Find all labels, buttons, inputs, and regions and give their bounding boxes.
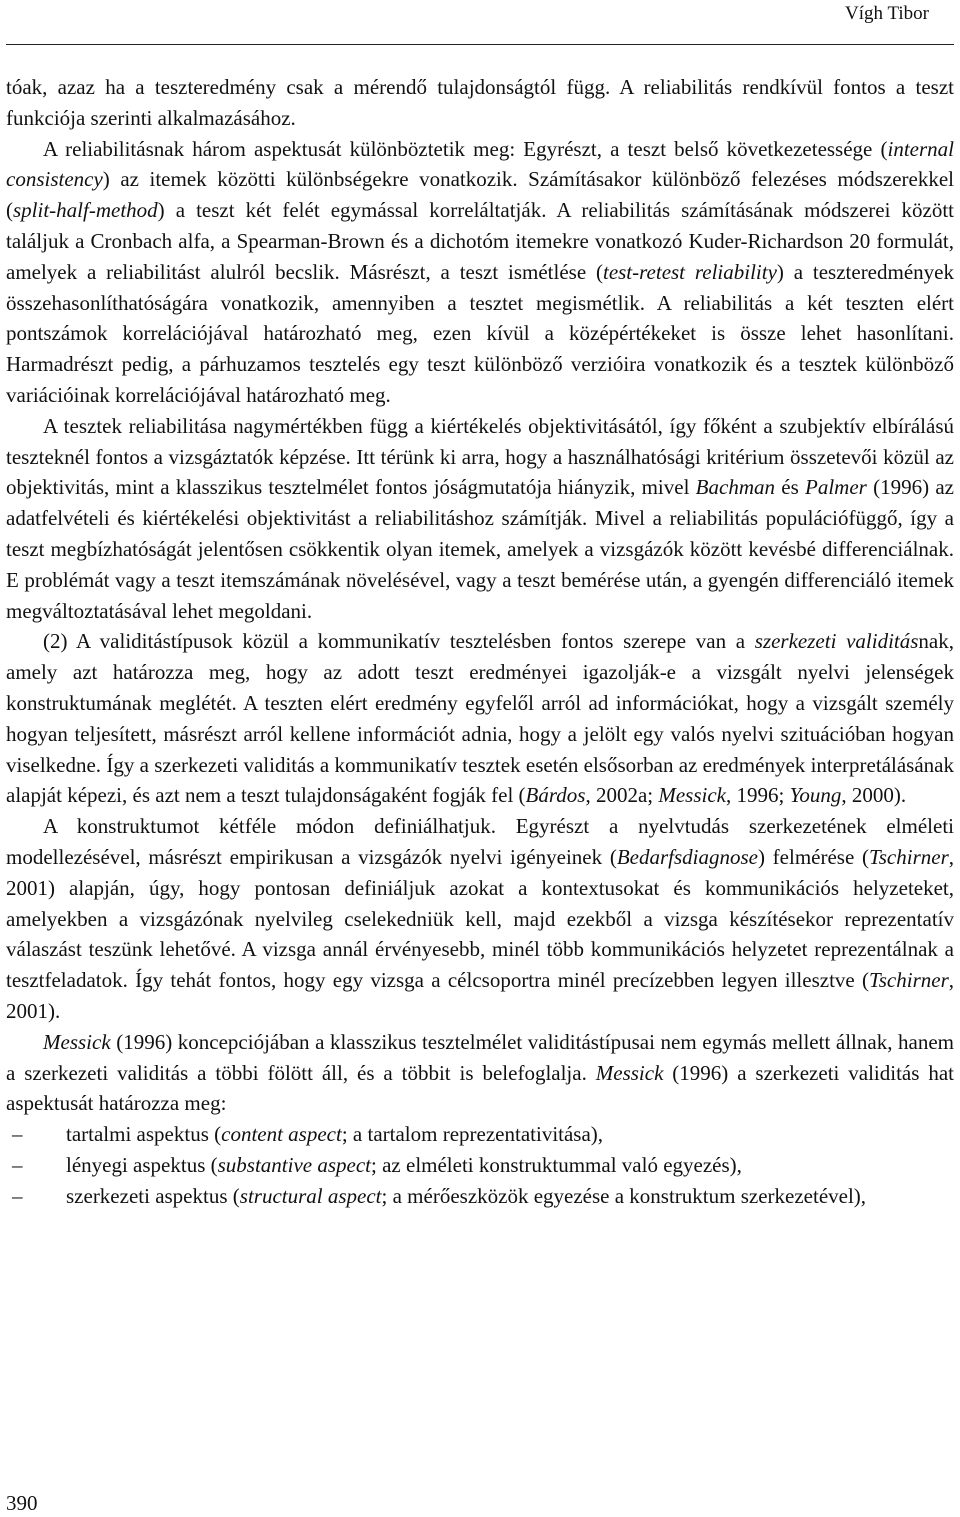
- italic-text: szerkezeti validitás: [754, 629, 919, 654]
- text-run: tartalmi aspektus (: [66, 1122, 222, 1147]
- text-run: A konstruktumot kétféle módon definiálhatjuk. Egyrészt a nyelvtudás szerkezetének elméleti modellezésével, másrészt empirikusan a vizsgázók nyelvi igényeinek (: [6, 814, 954, 869]
- paragraph: [6, 811, 954, 1027]
- text-run: , 2002a;: [585, 783, 659, 808]
- text-run: , 2001) alapján, úgy, hogy pontosan definiáljuk azokat a kontextusokat és kommunikációs helyzeteket, amelyekben a vizsgázónak nyelvileg cselekedniük kell, majd ezekből a vizsga készítésekor reprezentatív válaszást teszünk lehetővé. A vizsga annál érvényesebb, minél több kommunikációs helyzetet reprezentálnak a tesztfeladatok. Így tehát fontos, hogy egy vizsga a célcsoportra minél precízebben legyen illesztve (: [6, 844, 954, 993]
- running-header: Vígh Tibor: [845, 3, 929, 24]
- text-run: ) felmérése (: [757, 844, 869, 869]
- italic-text: Young: [789, 783, 842, 808]
- list-item: [6, 1181, 954, 1212]
- text-run: ) az itemek közötti különbségekre vonatkozik. Számításakor különböző felezéses módszerekkel (: [6, 167, 954, 223]
- text-run: szerkezeti aspektus (: [66, 1183, 240, 1208]
- text-run: és: [775, 475, 806, 500]
- text-run: ) a teszteredmények összehasonlíthatóságára vonatkozik, amennyiben a tesztet megismétlik. A reliabilitás a két teszten elért pontszámok korrelációjával határozható meg, ezen kívül a középértékeket is össze lehet hasonlítani. Harmadrészt pedig, a párhuzamos tesztelés egy teszt különböző verzióira vonatkozik és a tesztek különböző variációinak korrelációjával határozható meg.: [6, 259, 954, 407]
- header-rule: [6, 44, 954, 45]
- paragraph: [6, 72, 954, 134]
- dash-bullet: –: [12, 1152, 23, 1177]
- text-run: , 2000).: [841, 783, 907, 808]
- list-item-text: [66, 1153, 742, 1177]
- text-run: tóak, azaz ha a teszteredmény csak a mérendő tulajdonságtól függ. A reliabilitás rendkívül fontos a teszt funkciója szerinti alkalmazásához.: [6, 75, 954, 130]
- italic-text: internal consistency: [6, 136, 954, 192]
- italic-text: Tschirner: [869, 968, 949, 993]
- italic-text: Tschirner: [869, 844, 949, 869]
- page-number: 390: [6, 1491, 38, 1515]
- text-run: , 2001).: [6, 968, 954, 1023]
- italic-text: substantive aspect: [217, 1152, 372, 1177]
- list-item: [6, 1119, 954, 1150]
- dash-bullet: –: [12, 1122, 23, 1147]
- list-item: [6, 1150, 954, 1181]
- paragraph: [6, 626, 954, 811]
- italic-text: structural aspect: [239, 1183, 382, 1208]
- list-item-text: [66, 1184, 866, 1208]
- text-run: (1996) a szerkezeti validitás hat aspektusát határozza meg:: [6, 1060, 954, 1116]
- list-item-text: [66, 1122, 603, 1146]
- body-text: [6, 72, 954, 1211]
- italic-text: test-retest reliability: [602, 259, 777, 284]
- italic-text: Bárdos: [525, 783, 586, 808]
- text-run: (1996) koncepciójában a klasszikus tesztelmélet validitástípusai nem egymás mellett állnak, hanem a szerkezeti validitás a többi fölött áll, és a többit is belefoglalja.: [6, 1029, 954, 1085]
- aspect-list: [6, 1119, 954, 1211]
- paragraph: [6, 411, 954, 627]
- italic-text: content aspect: [221, 1122, 342, 1147]
- text-run: , 1996;: [725, 783, 790, 808]
- italic-text: Bachman: [695, 475, 775, 500]
- paragraph: [6, 134, 954, 411]
- text-run: A reliabilitásnak három aspektusát különböztetik meg: Egyrészt, a teszt belső következetessége (: [43, 136, 888, 161]
- text-run: ; a tartalom reprezentativitása),: [341, 1122, 604, 1147]
- text-run: ) a teszt két felét egymással korreláltatják. A reliabilitás számításának módszerei között találjuk a Cronbach alfa, a Spearman-Brown és a dichotóm itemekre vonatkozó Kuder-Richardson 20 formulát, amelyek a reliabilitást alulról becslik. Másrészt, a teszt ismétlése (: [6, 198, 954, 284]
- italic-text: Palmer: [805, 475, 867, 500]
- italic-text: Messick: [43, 1029, 111, 1054]
- text-run: (2) A validitástípusok közül a kommunikatív tesztelésben fontos szerepe van a: [43, 629, 755, 654]
- text-run: ; a mérőeszközök egyezése a konstruktum szerkezetével),: [381, 1183, 867, 1208]
- paragraph: [6, 1027, 954, 1119]
- italic-text: Messick: [595, 1060, 664, 1085]
- italic-text: split-half-method: [13, 198, 158, 223]
- text-run: nak, amely azt határozza meg, hogy az adott teszt eredményei igazolják-e a vizsgált nyelvi jelenségek konstruktumának meglétét. A teszten elért eredmény egyfelől arról ad információkat, hogy a vizsgált személy hogyan teljesített, másrészt arról kellene információt adnia, hogy a jelölt egy valós nyelvi szituációban hogyan viselkedne. Így a szerkezeti validitás a kommunikatív tesztek esetén elsősorban az eredmények interpretálásának alapját képezi, és azt nem a teszt tulajdonságaként fogják fel (: [6, 629, 954, 808]
- text-run: (1996) az adatfelvételi és kiértékelési objektivitást a reliabilitáshoz számítják. Mivel a reliabilitás populációfüggő, így a teszt megbízhatóságát jelentősen csökkentik olyan itemek, amelyek a vizsgázók között kevésbé differenciálnak. E problémát vagy a teszt itemszámának növelésével, vagy a teszt bemérése után, a gyengén differenciáló itemek megváltoztatásával lehet megoldani.: [6, 475, 954, 623]
- text-run: A tesztek reliabilitása nagymértékben függ a kiértékelés objektivitásától, így főként a szubjektív elbírálású teszteknél fontos a vizsgáztatók képzése. Itt térünk ki arra, hogy a használhatósági kritérium összetevői közül az objektivitás, mint a klasszikus tesztelmélet fontos jóságmutatója hiányzik, mivel: [6, 413, 954, 500]
- dash-bullet: –: [12, 1183, 23, 1208]
- italic-text: Bedarfsdiagnose: [616, 844, 758, 869]
- italic-text: Messick: [658, 783, 726, 808]
- text-run: ; az elméleti konstruktummal való egyezés),: [371, 1152, 742, 1177]
- text-run: lényegi aspektus (: [66, 1152, 218, 1177]
